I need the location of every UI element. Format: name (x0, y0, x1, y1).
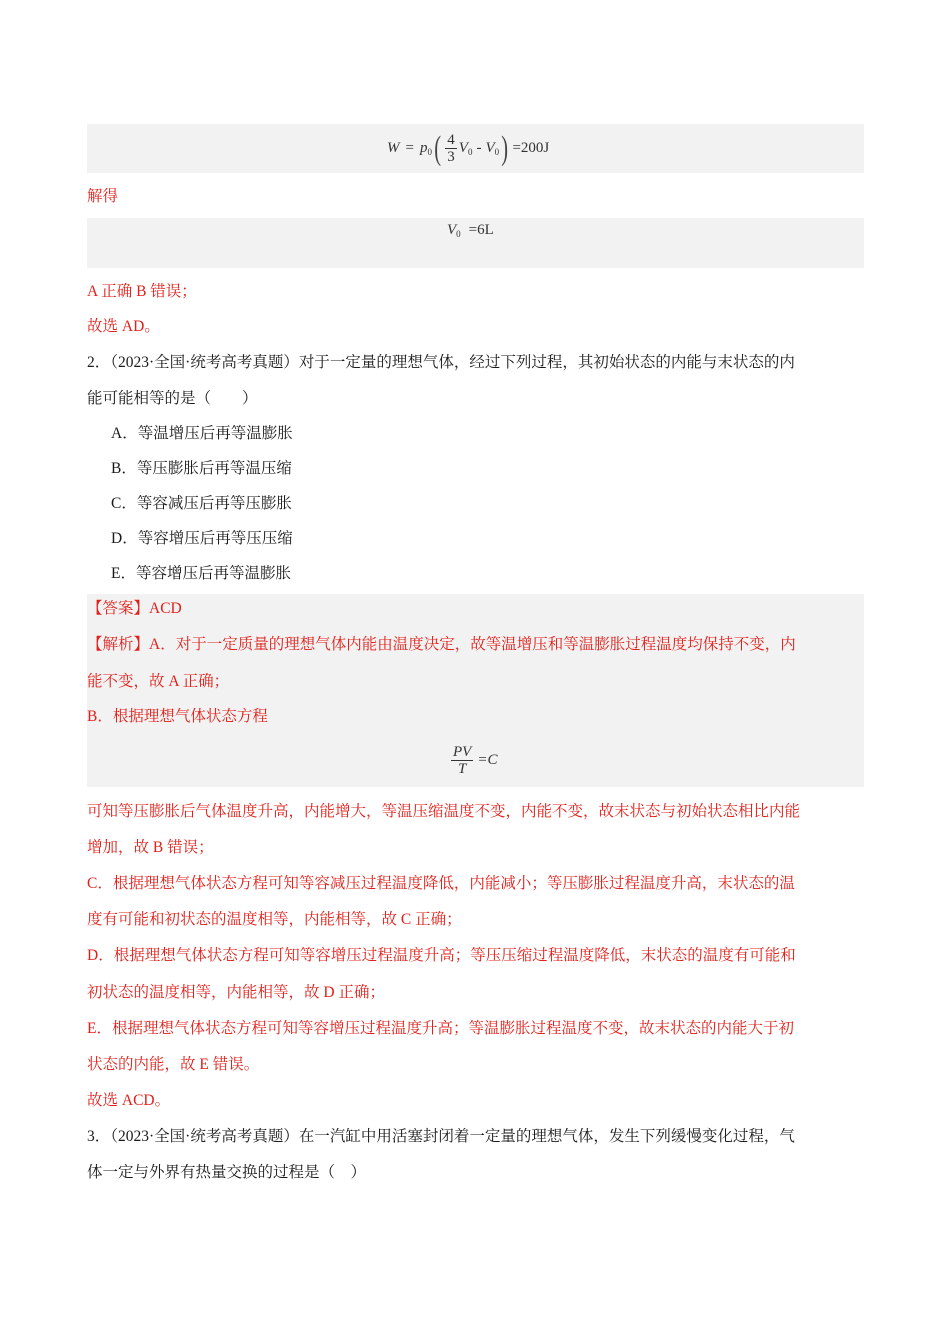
equation-ideal-gas (449, 738, 497, 782)
q2-choose-acd: 故选 ACD。 (87, 1092, 171, 1109)
left-paren: ( (434, 129, 442, 167)
eq-minus: - (476, 140, 482, 156)
q2-option-e: E．等容增压后再等温膨胀 (111, 565, 291, 582)
q2-analysis-d-line2: 初状态的温度相等，内能相等，故 D 正确； (87, 984, 385, 1001)
analysis-a-text: A．对于一定质量的理想气体内能由温度决定，故等温增压和等温膨胀过程温度均保持不变，内 (149, 636, 796, 653)
analysis-label: 【解析】 (87, 636, 150, 653)
fraction-pv-t: $\frac{PV}{T}$ (453, 743, 472, 777)
eq-v0: $V_0$ (458, 140, 473, 157)
q2-analysis-a-line1 (87, 635, 796, 655)
right-paren: ) (501, 129, 509, 167)
equation-volume (447, 218, 494, 242)
text-jiede: 解得 (87, 188, 119, 205)
q3-stem-line2: 体一定与外界有热量交换的过程是（ ） (87, 1164, 367, 1181)
eq-v0-volume: $V_0$ (447, 221, 461, 239)
text-a-correct-b-wrong: A 正确 B 错误； (87, 283, 197, 300)
q2-analysis-c-line2: 度有可能和初状态的温度相等，内能相等，故 C 正确； (87, 911, 462, 928)
q2-stem-line1: 2．（2023·全国·统考高考真题）对于一定量的理想气体，经过下列过程，其初始状态的内能与末状态的内 (87, 354, 795, 371)
q2-analysis-a-line2: 能不变，故 A 正确； (87, 673, 230, 690)
eq-symbol-w: W (387, 140, 400, 156)
eq-equals: = (405, 140, 414, 156)
q2-option-b: B．等压膨胀后再等温压缩 (111, 460, 292, 477)
q2-analysis-e-line2: 状态的内能，故 E 错误。 (87, 1056, 260, 1073)
eq-result-6l: =6L (468, 221, 494, 238)
q2-analysis-b: B．根据理想气体状态方程 (87, 708, 268, 725)
text-choose-ad: 故选 AD。 (87, 318, 160, 335)
q2-option-c: C．等容减压后再等压膨胀 (111, 495, 292, 512)
eq-p0: $p_0$ (419, 140, 432, 157)
q2-answer: 【答案】ACD (87, 600, 182, 617)
eq-v0-second: $V_0$ (485, 140, 500, 157)
q2-stem-line2: 能可能相等的是（ ） (87, 390, 258, 407)
eq-result-200j: =200J (512, 140, 550, 156)
eq-equals-c: =C (477, 751, 498, 768)
fraction-4-3: $\frac{4}{3}$ (447, 132, 455, 165)
q2-option-d: D．等容增压后再等压压缩 (111, 530, 293, 547)
q2-analysis-e-line1: E．根据理想气体状态方程可知等容增压过程温度升高；等温膨胀过程温度不变，故末状态的内能大于初 (87, 1020, 794, 1037)
q2-option-a: A．等温增压后再等温膨胀 (111, 425, 293, 442)
equation-work (387, 124, 549, 173)
q2-after-b-line2: 增加，故 B 错误； (87, 839, 214, 856)
q2-after-b-line1: 可知等压膨胀后气体温度升高，内能增大，等温压缩温度不变，内能不变，故末状态与初始状态相比内能 (87, 803, 801, 820)
q2-analysis-d-line1: D．根据理想气体状态方程可知等容增压过程温度升高；等压压缩过程温度降低，末状态的温度有可能和 (87, 947, 796, 964)
q3-stem-line1: 3．（2023·全国·统考高考真题）在一汽缸中用活塞封闭着一定量的理想气体，发生下列缓慢变化过程，气 (87, 1128, 795, 1145)
q2-analysis-c-line1: C．根据理想气体状态方程可知等容减压过程温度降低，内能减小；等压膨胀过程温度升高，末状态的温 (87, 875, 795, 892)
